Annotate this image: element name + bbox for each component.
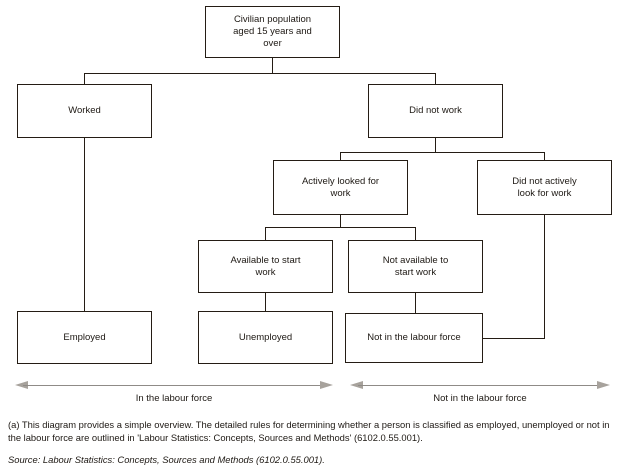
node-actively-looked-for-work-label: Actively looked for work — [301, 175, 380, 199]
in-labour-force-label: In the labour force — [135, 393, 213, 404]
connector-worked-to-employed — [84, 138, 85, 311]
node-available-to-start-work-label: Available to start work — [230, 254, 301, 278]
node-worked — [17, 84, 152, 138]
connector-available-drop — [265, 227, 266, 240]
connector-civilian-stem — [272, 58, 273, 73]
footnote-text: (a) This diagram provides a simple overview. The detailed rules for determining whether a person is classified as employed, unemployed or not in the labour force are outlined in 'Labour Statistics: Concepts, Sources and Methods' (6102.0.55.001). — [8, 419, 610, 443]
node-civilian-population-label: Civilian population aged 15 years and over — [233, 14, 312, 49]
not-in-labour-force-label: Not in the labour force — [433, 393, 527, 404]
arrow-shaft — [23, 385, 325, 386]
connector-didnotwork-stem — [435, 138, 436, 152]
connector-actively-drop — [340, 152, 341, 160]
node-did-not-work — [368, 84, 503, 138]
node-not-available-to-start-work — [348, 240, 483, 293]
connector-level3-branch — [265, 227, 416, 228]
connector-notactively-drop — [544, 152, 545, 160]
connector-notavailable-drop — [415, 227, 416, 240]
node-civilian-population — [205, 6, 340, 58]
connector-available-to-unemployed — [265, 293, 266, 311]
node-employed-label: Employed — [63, 331, 106, 343]
node-unemployed — [198, 311, 333, 364]
node-available-to-start-work — [198, 240, 333, 293]
node-actively-looked-for-work — [273, 160, 408, 215]
connector-notactively-down — [544, 215, 545, 338]
connector-actively-stem — [340, 215, 341, 227]
range-arrow-in-labour-force — [15, 381, 333, 411]
node-not-available-to-start-work-label: Not available to start work — [382, 254, 449, 278]
node-not-in-labour-force — [345, 313, 483, 363]
connector-notavailable-to-nilf — [415, 293, 416, 313]
node-did-not-actively-look-label: Did not actively look for work — [512, 175, 577, 199]
connector-didnotwork-drop — [435, 73, 436, 84]
arrow-east-icon — [597, 381, 610, 389]
node-unemployed-label: Unemployed — [238, 331, 293, 343]
connector-level2-branch — [340, 152, 545, 153]
node-employed — [17, 311, 152, 364]
arrow-east-icon — [320, 381, 333, 389]
node-not-in-labour-force-label: Not in the labour force — [367, 332, 461, 343]
node-did-not-actively-look — [477, 160, 612, 215]
connector-worked-drop — [84, 73, 85, 84]
arrow-shaft — [358, 385, 602, 386]
connector-level1-branch — [84, 73, 436, 74]
node-worked-label: Worked — [68, 105, 101, 116]
node-did-not-work-label: Did not work — [409, 105, 462, 116]
source-text: Source: Labour Statistics: Concepts, Sources and Methods (6102.0.55.001). — [8, 454, 325, 465]
connector-notactively-to-nilf — [483, 338, 545, 339]
range-arrow-not-in-labour-force — [350, 381, 610, 411]
